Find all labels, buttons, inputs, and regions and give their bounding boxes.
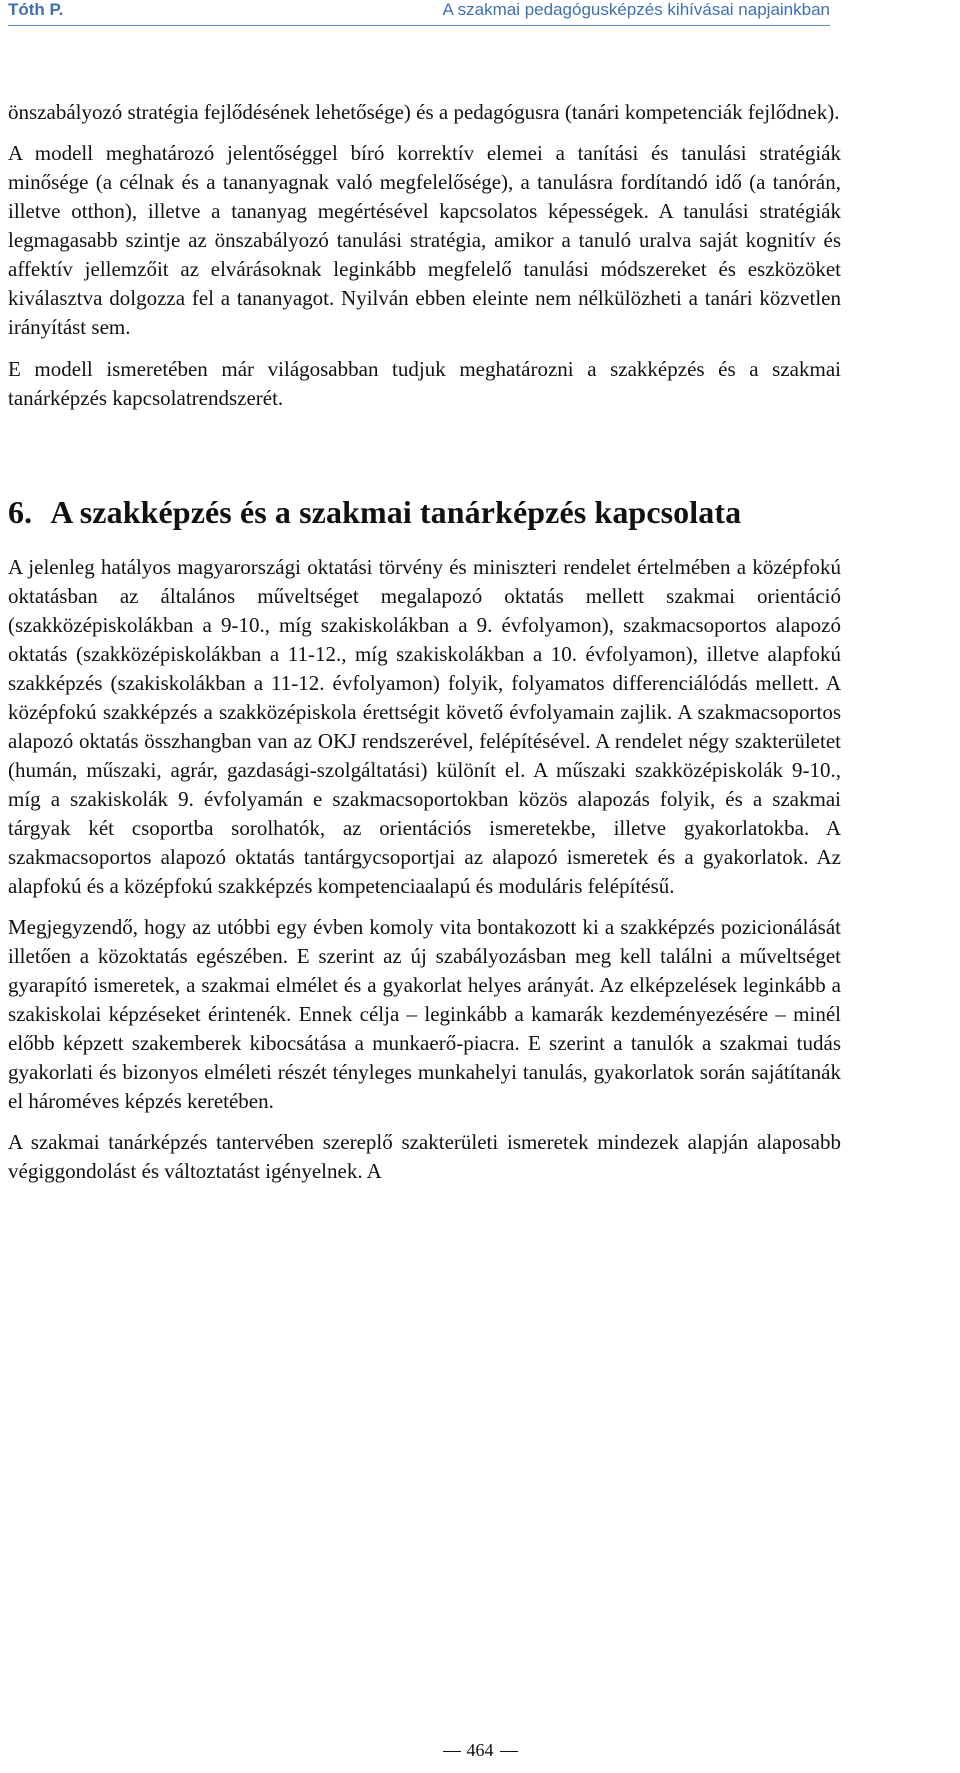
running-header [8, 0, 830, 26]
paragraph-legislation: A jelenleg hatályos magyarországi oktatási törvény és miniszteri rendelet értelmében a középfokú oktatásban az általános műveltséget megalapozó oktatás mellett szakmai orientáció (szakközépiskolákban a 9-10., míg szakiskolákban a 9. évfolyamon), szakmacsoportos alapozó oktatás (szakközépiskolákban a 11-12., míg szakiskolákban a 10. évfolyamon), illetve alapfokú szakképzés (szakiskolákban a 11-12. évfolyamon) folyik, folyamatos differenciálódás mellett. A középfokú szakképzés a szakközépiskola érettségit követő évfolyamain zajlik. A szakmacsoportos alapozó oktatás összhangban van az OKJ rendszerével, felépítésével. A rendelet négy szakterületet (humán, műszaki, agrár, gazdasági-szolgáltatási) különít el. A műszaki szakközépiskolák 9-10., míg a szakiskolák 9. évfolyamán e szakmacsoportokban közös alapozás folyik, és a szakmai tárgyak két csoportba sorolhatók, az orientációs ismeretekbe, illetve gyakorlatokba. A szakmacsoportos alapozó oktatás tantárgycsoportjai az alapozó ismeretek és a gyakorlatok. Az alapfokú és a középfokú szakképzés kompetenciaalapú és moduláris felépítésű. [8, 555, 841, 898]
footer-dash-left [443, 1751, 461, 1752]
page-number: 464 [466, 1740, 494, 1760]
header-title: A szakmai pedagógusképzés kihívásai napjainkban [442, 0, 830, 19]
paragraph-debate: Megjegyzendő, hogy az utóbbi egy évben komoly vita bontakozott ki a szakképzés pozicionálását illetően a közoktatás egészében. E szerint az új szabályozásban meg kell találni a műveltséget gyarapító ismeretek, a szakmai elmélet és a gyakorlat helyes arányát. Az elképzelések leginkább a szakiskolai képzéseket érintenék. Ennek célja – leginkább a kamarák kezdeményezésére – minél előbb képzett szakemberek kibocsátása a munkaerő-piacra. E szerint a tanulók a szakmai tudás gyakorlati és bizonyos elméleti részét tényleges munkahelyi tanulás, gyakorlatok során sajátítanák el hároméves képzés keretében. [8, 915, 841, 1113]
section-number: 6. [8, 494, 33, 530]
paragraph-continuation: önszabályozó stratégia fejlődésének lehetősége) és a pedagógusra (tanári kompetenciák fejlődnek). [8, 100, 840, 124]
page-footer [0, 1740, 960, 1761]
document-body [8, 98, 841, 1186]
paragraph-curriculum: A szakmai tanárképzés tantervében szereplő szakterületi ismeretek mindezek alapján alaposabb végiggondolást és változtatást igényelnek. A [8, 1130, 841, 1183]
section-title: A szakképzés és a szakmai tanárképzés kapcsolata [50, 494, 742, 530]
paragraph-model-knowledge: E modell ismeretében már világosabban tudjuk meghatározni a szakképzés és a szakmai tanárképzés kapcsolatrendszerét. [8, 357, 841, 410]
footer-dash-right [500, 1751, 518, 1752]
header-author: Tóth P. [8, 0, 64, 19]
paragraph-model-elements: A modell meghatározó jelentőséggel bíró korrektív elemei a tanítási és tanulási stratégiák minősége (a célnak és a tananyagnak való megfelelősége), a tanulásra fordítandó idő (a tanórán, illetve otthon), illetve a tananyag megértésével kapcsolatos képességek. A tanulási stratégiák legmagasabb szintje az önszabályozó tanulási stratégia, amikor a tanuló uralva saját kognitív és affektív jellemzőit az elvárásoknak leginkább megfelelő tanulási módszereket és eszközöket kiválasztva dolgozza fel a tananyagot. Nyilván ebben eleinte nem nélkülözheti a tanári közvetlen irányítást sem. [8, 141, 841, 339]
section-heading [8, 493, 841, 531]
